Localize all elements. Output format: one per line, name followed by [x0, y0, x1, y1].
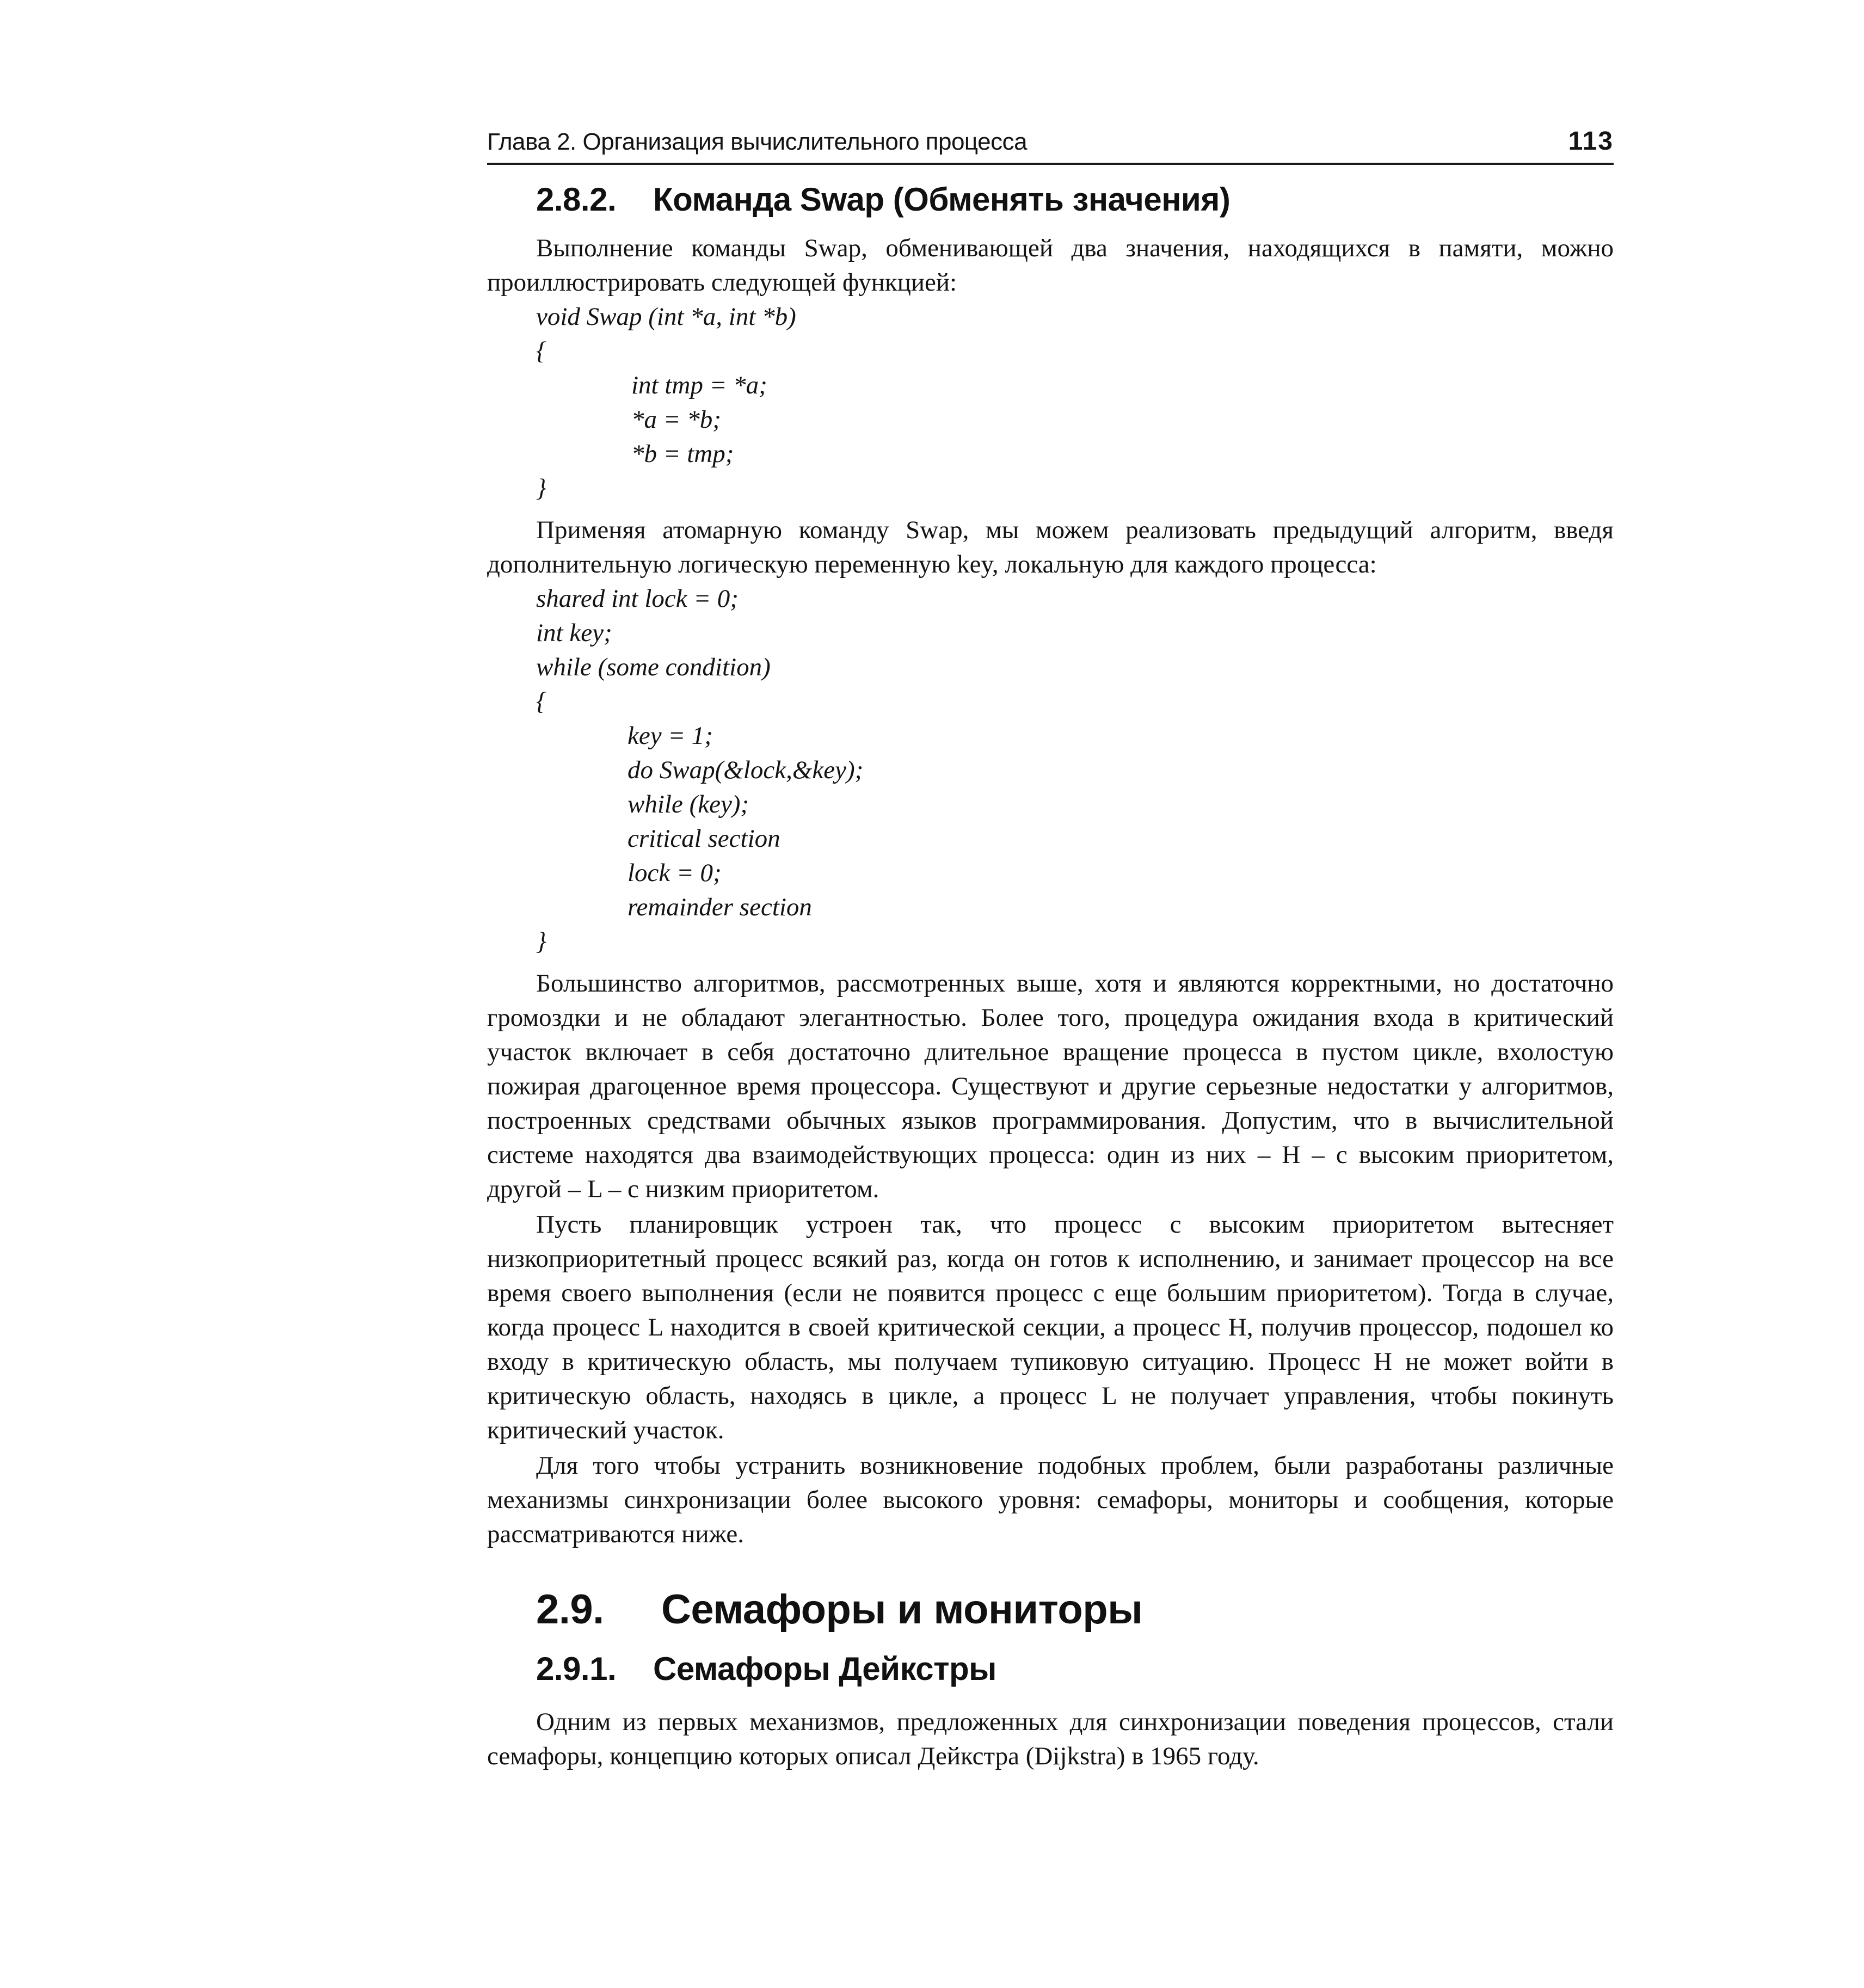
code-block-lock [487, 582, 1614, 959]
paragraph-semaphores-intro: Одним из первых механизмов, предложенных для синхронизации поведения процессов, стали семафоры, концепцию которых описал Дейкстра (Dijkstra) в 1965 году. [487, 1708, 1614, 1770]
section-title: Семафоры и мониторы [661, 1586, 1143, 1633]
chapter-title: Глава 2. Организация вычислительного процесса [487, 128, 1028, 155]
code-line: lock = 0; [628, 859, 722, 887]
code-line: } [536, 474, 546, 502]
code-line: *b = tmp; [631, 440, 734, 468]
paragraph-sync-mechanisms: Для того чтобы устранить возникновение подобных проблем, были разработаны различные механизмы синхронизации более высокого уровня: семафоры, мониторы и сообщения, которые рассматриваются ниже. [487, 1451, 1614, 1548]
section-heading-2-9-1 [536, 1650, 1614, 1689]
section-number: 2.9.1. [536, 1651, 617, 1687]
code-block-swap [487, 300, 1614, 506]
code-line: int key; [536, 619, 612, 647]
paragraph-swap-intro: Выполнение команды Swap, обменивающей два значения, находящихся в памяти, можно проиллюстрировать следующей функцией: [487, 234, 1614, 297]
code-line: int tmp = *a; [631, 371, 767, 399]
paragraph-algorithms-drawbacks: Большинство алгоритмов, рассмотренных выше, хотя и являются корректными, но достаточно громоздки и не обладают элегантностью. Более того, процедура ожидания входа в критический участок включает в себя достаточно длительное вращение процесса в пустом цикле, вхолостую пожирая драгоценное время процессора. Существуют и другие серьезные недостатки у алгоритмов, построенных средствами обычных языков программирования. Допустим, что в вычислительной системе находятся два взаимодействующих процесса: один из них – H – с высоким приоритетом, другой – L – с низким приоритетом. [487, 969, 1614, 1203]
paragraph-scheduler-deadlock: Пусть планировщик устроен так, что процесс с высоким приоритетом вытесняет низкоприоритетный процесс всякий раз, когда он готов к исполнению, и занимает процессор на все время своего выполнения (если не появится процесс с еще большим приоритетом). Тогда в случае, когда процесс L находится в своей критической секции, а процесс H, получив процессор, подошел ко входу в критическую область, мы получаем тупиковую ситуацию. Процесс H не может войти в критическую область, находясь в цикле, а процесс L не получает управления, чтобы покинуть критический участок. [487, 1210, 1614, 1444]
code-line: shared int lock = 0; [536, 584, 739, 613]
book-page [487, 125, 1614, 1774]
code-line: { [536, 337, 546, 365]
code-line: remainder section [628, 893, 812, 921]
code-line: { [536, 687, 546, 716]
code-line: void Swap (int *a, int *b) [536, 303, 796, 331]
section-heading-2-8-2 [536, 180, 1614, 219]
section-number: 2.8.2. [536, 181, 617, 218]
page-number: 113 [1568, 127, 1614, 156]
section-title: Команда Swap (Обменять значения) [653, 181, 1231, 218]
section-title: Семафоры Дейкстры [653, 1651, 996, 1687]
code-line: do Swap(&lock,&key); [628, 756, 864, 784]
code-line: } [536, 927, 546, 956]
code-line: *a = *b; [631, 405, 721, 434]
running-header [487, 125, 1614, 165]
section-number: 2.9. [536, 1586, 604, 1633]
code-line: while (some condition) [536, 653, 771, 681]
paragraph-apply-swap: Применяя атомарную команду Swap, мы можем реализовать предыдущий алгоритм, введя дополнительную логическую переменную key, локальную для каждого процесса: [487, 516, 1614, 578]
code-line: critical section [628, 824, 780, 853]
code-line: while (key); [628, 790, 749, 818]
code-line: key = 1; [628, 722, 713, 750]
section-heading-2-9 [536, 1585, 1614, 1634]
